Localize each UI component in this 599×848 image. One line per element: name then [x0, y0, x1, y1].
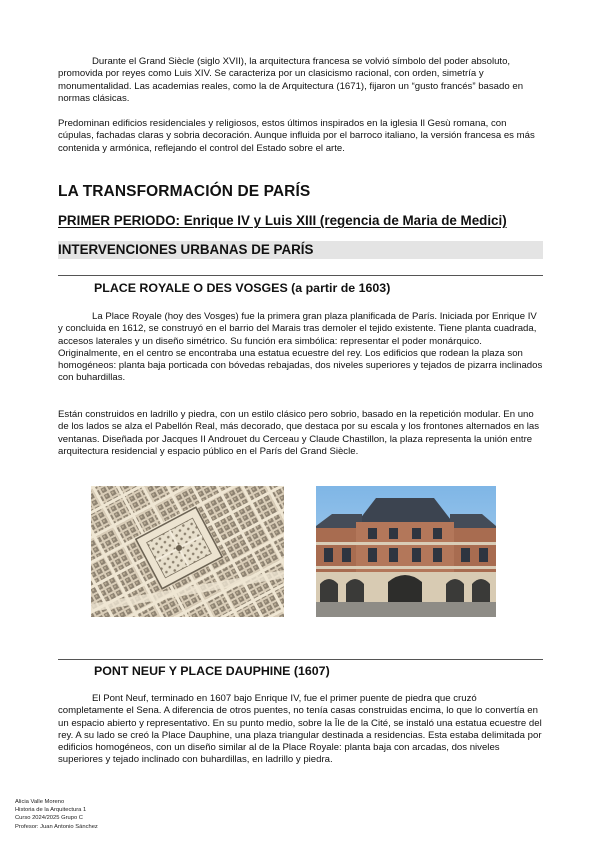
pont-neuf-paragraph: El Pont Neuf, terminado en 1607 bajo Enrique IV, fue el primer puente de piedra que cruzó completamente el Sena. A diferencia de otros puentes, no tenía casas construidas encima, lo que lo convertía en un espacio abierto y representativo. En su punto medio, sobre la Île de la Cité, se instaló una estatua ecuestre del rey. A su lado se creó la Place Dauphine, una plaza triangular destinada a residencias. Esta estaba delimitada por edificios homogéneos, con un diseño similar al de la Place Royale: planta baja con arcadas, dos niveles superiores y tejado inclinado con buhardillas, en ladrillo y piedra. — [58, 693, 542, 766]
footer-professor: Profesor: Juan Antonio Sánchez — [15, 823, 98, 830]
section-divider-2 — [58, 659, 543, 660]
footer-year: Curso 2024/2025 Grupo C — [15, 815, 83, 822]
place-royale-paragraph-2: Están construidos en ladrillo y piedra, con un estilo clásico pero sobrio, basado en la repetición modular. En uno de los lados se alza el Pabellón Real, más decorado, que destaca por su escala y los frontones alternados en las ventanas. Diseñada por Jacques II Androuet du Cerceau y Claude Chastillon, la plaza representa la unión entre arquitectura residencial y espacio público en el París del Grand Siècle. — [58, 409, 540, 457]
footer-author: Alicia Valle Moreno — [15, 799, 65, 805]
place-royale-photo — [316, 486, 496, 617]
pont-neuf-heading: PONT NEUF Y PLACE DAUPHINE (1607) — [94, 664, 330, 678]
document-footer — [15, 798, 98, 831]
section-heading: INTERVENCIONES URBANAS DE PARÍS — [58, 241, 543, 259]
footer-course: Historia de la Arquitectura 1 — [15, 807, 87, 814]
section-divider — [58, 275, 543, 276]
place-royale-paragraph-1: La Place Royale (hoy des Vosges) fue la primera gran plaza planificada de París. Iniciada por Enrique IV y concluida en 1612, se construyó en el barrio del Marais tras demoler el tejido existente. Tiene planta cuadrada, accesos laterales y un diseño simétrico. Su función era simbólica: representar el poder monárquico. Originalmente, en el centro se encontraba una estatua ecuestre del rey. Los edificios que rodean la plaza son homogéneos: planta baja porticada con bóvedas rebajadas, dos niveles superiores y tejados de pizarra inclinados con buhardillas. — [58, 311, 543, 384]
intro-paragraph-1: Durante el Grand Siècle (siglo XVII), la arquitectura francesa se volvió símbolo del poder absoluto, promovida por reyes como Luis XIV. Se caracteriza por un clasicismo racional, con orden, simetría y monumentalidad. Las academias reales, como la de Arquitectura (1671), fijaron un “gusto francés” basado en normas clásicas. — [58, 56, 524, 104]
intro-paragraph-2: Predominan edificios residenciales y religiosos, estos últimos inspirados en la iglesia Il Gesù romana, con cúpulas, fachadas claras y sobria decoración. Aunque influida por el barroco italiano, la versión francesa es más contenida y armónica, reflejando el control del Estado sobre el arte. — [58, 118, 535, 154]
place-royale-map-image — [91, 486, 284, 617]
main-heading: LA TRANSFORMACIÓN DE PARÍS — [58, 183, 311, 200]
place-royale-heading: PLACE ROYALE O DES VOSGES (a partir de 1603) — [94, 281, 391, 295]
period-heading: PRIMER PERIODO: Enrique IV y Luis XIII (regencia de Maria de Medici) — [58, 213, 507, 228]
